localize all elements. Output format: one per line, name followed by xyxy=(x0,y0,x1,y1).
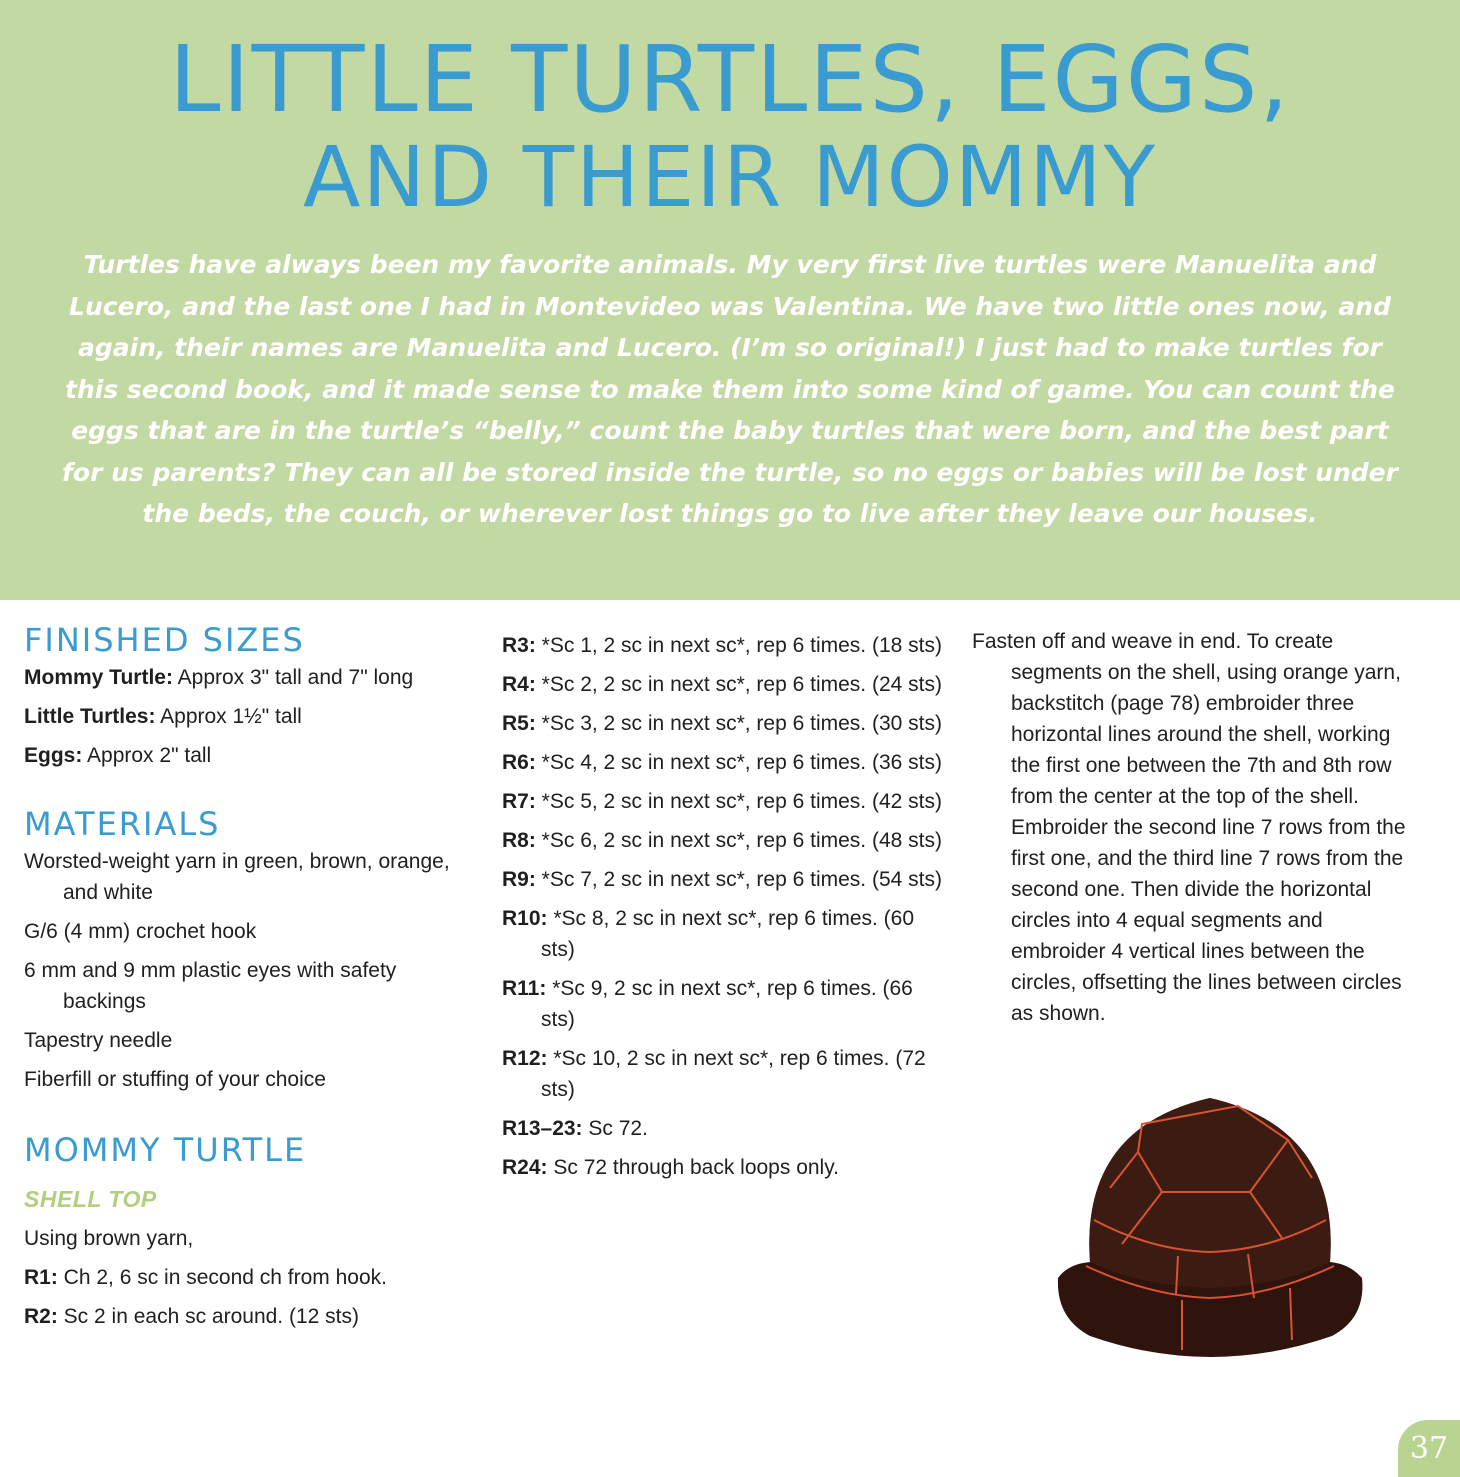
row-label: R1: xyxy=(24,1266,58,1289)
size-mommy xyxy=(24,662,454,693)
shell-top-subheading: SHELL TOP xyxy=(24,1186,157,1212)
row-label: R5: xyxy=(502,712,536,735)
row-label: R6: xyxy=(502,751,536,774)
column-2 xyxy=(502,630,942,1183)
size-little xyxy=(24,701,454,732)
size-value: Approx 2" tall xyxy=(82,744,212,767)
row-label: R11: xyxy=(502,977,547,1000)
mommy-turtle-heading: MOMMY TURTLE xyxy=(24,1131,307,1169)
row-text: *Sc 6, 2 sc in next sc*, rep 6 times. (48 sts) xyxy=(535,829,942,852)
row-label: R12: xyxy=(502,1047,548,1070)
row-instruction xyxy=(502,825,942,856)
row-label: R4: xyxy=(502,673,536,696)
material-item: Fiberfill or stuffing of your choice xyxy=(24,1068,326,1091)
row-instruction xyxy=(502,1113,942,1144)
row-label: R7: xyxy=(502,790,536,813)
row-instruction xyxy=(502,1043,942,1105)
row-text: Sc 72 through back loops only. xyxy=(547,1156,839,1179)
row-text: *Sc 3, 2 sc in next sc*, rep 6 times. (30 sts) xyxy=(535,712,942,735)
row-label: R2: xyxy=(24,1305,58,1328)
page-title-line-2: AND THEIR MOMMY xyxy=(303,128,1157,226)
size-label: Eggs: xyxy=(24,744,83,767)
size-label: Mommy Turtle: xyxy=(24,666,173,689)
material-item: Tapestry needle xyxy=(24,1029,173,1052)
row-text: *Sc 1, 2 sc in next sc*, rep 6 times. (18 sts) xyxy=(535,634,942,657)
row-instruction xyxy=(502,864,942,895)
row-text: *Sc 2, 2 sc in next sc*, rep 6 times. (24 sts) xyxy=(535,673,942,696)
scalloped-edge xyxy=(0,548,1460,608)
row-text: *Sc 10, 2 sc in next sc*, rep 6 times. (72 sts) xyxy=(541,1047,926,1101)
material-item: Worsted-weight yarn in green, brown, orange, and white xyxy=(24,850,450,904)
material-item: 6 mm and 9 mm plastic eyes with safety backings xyxy=(24,959,397,1013)
finished-sizes-heading: FINISHED SIZES xyxy=(24,621,305,659)
row-text: Ch 2, 6 sc in second ch from hook. xyxy=(57,1266,388,1289)
intro-paragraph: Turtles have always been my favorite animals. My very first live turtles were Manuelita and Lucero, and the last one I had in Montevideo was Valentina. We have two little ones now, and again, their names are Manuelita and Lucero. (I’m so original!) I just had to make turtles for this second book, and it made sense to make them into some kind of game. You can count the eggs that are in the turtle’s “belly,” count the baby turtles that were born, and the best part for us parents? They can all be stored inside the turtle, so no eggs or babies will be lost under the beds, the couch, or wherever lost things go to live after they leave our houses. xyxy=(62,250,1398,528)
row-text: *Sc 5, 2 sc in next sc*, rep 6 times. (42 sts) xyxy=(535,790,942,813)
row-instruction xyxy=(502,1152,942,1183)
row-label: R3: xyxy=(502,634,536,657)
row-label: R24: xyxy=(502,1156,548,1179)
row-instruction xyxy=(502,973,942,1035)
row-instruction xyxy=(502,903,942,965)
row-label: R13–23: xyxy=(502,1117,583,1140)
size-label: Little Turtles: xyxy=(24,705,156,728)
row-instruction xyxy=(24,1301,454,1332)
page-number: 37 xyxy=(1398,1420,1460,1477)
row-text: Sc 2 in each sc around. (12 sts) xyxy=(57,1305,359,1328)
row-text: *Sc 8, 2 sc in next sc*, rep 6 times. (60 sts) xyxy=(541,907,915,961)
row-instruction xyxy=(502,630,942,661)
row-label: R8: xyxy=(502,829,536,852)
page-title-line-1: LITTLE TURTLES, EGGS, xyxy=(169,26,1291,133)
row-instruction xyxy=(502,708,942,739)
turtle-shell-illustration xyxy=(1050,1088,1370,1378)
row-label: R10: xyxy=(502,907,548,930)
row-instruction xyxy=(24,1262,454,1293)
row-instruction xyxy=(502,669,942,700)
row-text: Sc 72. xyxy=(582,1117,648,1140)
size-value: Approx 3" tall and 7" long xyxy=(172,666,414,689)
row-instruction xyxy=(502,786,942,817)
size-eggs xyxy=(24,740,454,771)
row-text: *Sc 7, 2 sc in next sc*, rep 6 times. (54 sts) xyxy=(535,868,942,891)
finishing-paragraph: Fasten off and weave in end. To create segments on the shell, using orange yarn, backstitch (page 78) embroider three horizontal lines around the shell, working the first one between the 7th and 8th row from the center at the top of the shell. Embroider the second line 7 rows from the first one, and the third line 7 rows from the second one. Then divide the horizontal circles into 4 equal segments and embroider 4 vertical lines between the circles, offsetting the lines between circles as shown. xyxy=(972,630,1406,1025)
column-1 xyxy=(24,621,454,1332)
row-label: R9: xyxy=(502,868,536,891)
materials-heading: MATERIALS xyxy=(24,805,221,843)
column-3 xyxy=(972,626,1422,1029)
shell-top-intro: Using brown yarn, xyxy=(24,1227,194,1250)
material-item: G/6 (4 mm) crochet hook xyxy=(24,920,257,943)
size-value: Approx 1½" tall xyxy=(155,705,302,728)
row-instruction xyxy=(502,747,942,778)
row-text: *Sc 4, 2 sc in next sc*, rep 6 times. (36 sts) xyxy=(535,751,942,774)
row-text: *Sc 9, 2 sc in next sc*, rep 6 times. (66 sts) xyxy=(541,977,913,1031)
